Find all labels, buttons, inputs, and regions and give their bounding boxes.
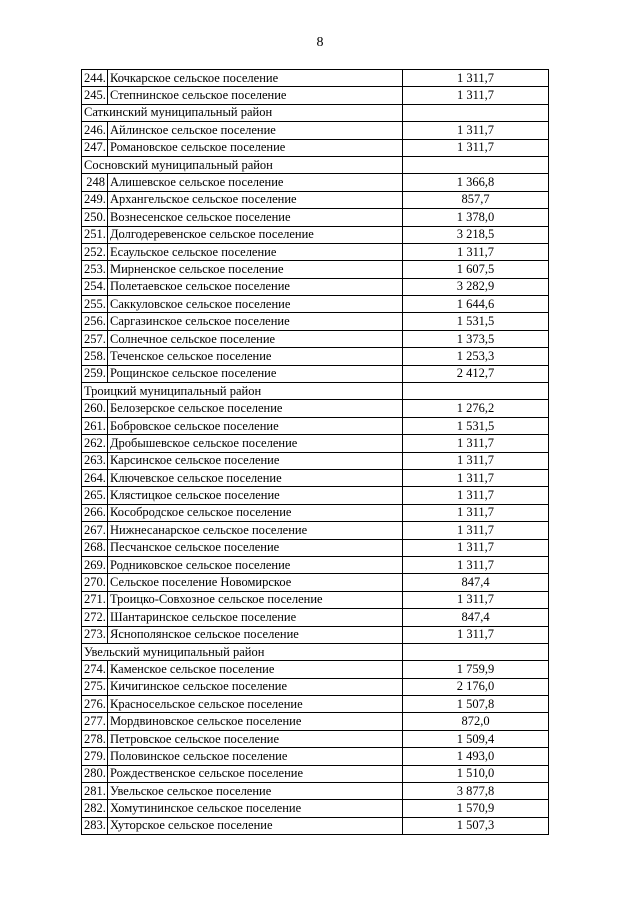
settlement-name: Кособродское сельское поселение xyxy=(108,504,403,521)
row-number: 272. xyxy=(82,609,108,626)
row-number: 265. xyxy=(82,487,108,504)
settlement-name: Половинское сельское поселение xyxy=(108,748,403,765)
row-number: 252. xyxy=(82,243,108,260)
settlement-value: 1 311,7 xyxy=(403,522,549,539)
settlement-value: 2 412,7 xyxy=(403,365,549,382)
district-name: Саткинский муниципальный район xyxy=(82,104,403,121)
row-number: 253. xyxy=(82,261,108,278)
settlement-value: 1 493,0 xyxy=(403,748,549,765)
district-value-cell xyxy=(403,156,549,173)
settlement-value: 3 282,9 xyxy=(403,278,549,295)
settlement-name: Ключевское сельское поселение xyxy=(108,469,403,486)
row-number: 244. xyxy=(82,70,108,87)
district-header-row xyxy=(82,643,549,660)
settlement-value: 1 311,7 xyxy=(403,139,549,156)
table-row xyxy=(82,243,549,260)
settlement-value: 1 644,6 xyxy=(403,296,549,313)
table-row xyxy=(82,574,549,591)
settlement-name: Шантаринское сельское поселение xyxy=(108,609,403,626)
table-row xyxy=(82,226,549,243)
settlements-table-body xyxy=(82,70,549,835)
settlement-name: Айлинское сельское поселение xyxy=(108,122,403,139)
page-number: 8 xyxy=(316,35,324,50)
settlement-name: Увельское сельское поселение xyxy=(108,783,403,800)
settlement-name: Песчанское сельское поселение xyxy=(108,539,403,556)
settlement-value: 1 253,3 xyxy=(403,348,549,365)
row-number: 279. xyxy=(82,748,108,765)
table-row xyxy=(82,348,549,365)
row-number: 277. xyxy=(82,713,108,730)
table-row xyxy=(82,487,549,504)
settlement-value: 1 607,5 xyxy=(403,261,549,278)
settlement-value: 1 531,5 xyxy=(403,313,549,330)
settlement-value: 1 311,7 xyxy=(403,70,549,87)
row-number: 281. xyxy=(82,783,108,800)
row-number: 266. xyxy=(82,504,108,521)
row-number: 248 xyxy=(82,174,108,191)
row-number: 262. xyxy=(82,435,108,452)
row-number: 283. xyxy=(82,817,108,834)
row-number: 260. xyxy=(82,400,108,417)
table-row xyxy=(82,278,549,295)
table-row xyxy=(82,800,549,817)
table-row xyxy=(82,191,549,208)
settlement-name: Саргазинское сельское поселение xyxy=(108,313,403,330)
settlement-value: 847,4 xyxy=(403,574,549,591)
table-row xyxy=(82,296,549,313)
settlement-value: 3 877,8 xyxy=(403,783,549,800)
settlement-name: Красносельское сельское поселение xyxy=(108,696,403,713)
table-row xyxy=(82,330,549,347)
row-number: 264. xyxy=(82,469,108,486)
settlement-value: 1 276,2 xyxy=(403,400,549,417)
table-row xyxy=(82,748,549,765)
table-row xyxy=(82,365,549,382)
settlement-value: 1 311,7 xyxy=(403,591,549,608)
settlement-name: Нижнесанарское сельское поселение xyxy=(108,522,403,539)
settlement-name: Хуторское сельское поселение xyxy=(108,817,403,834)
row-number: 267. xyxy=(82,522,108,539)
settlement-value: 1 507,3 xyxy=(403,817,549,834)
row-number: 259. xyxy=(82,365,108,382)
table-row xyxy=(82,678,549,695)
district-header-row xyxy=(82,156,549,173)
settlement-name: Хомутининское сельское поселение xyxy=(108,800,403,817)
row-number: 270. xyxy=(82,574,108,591)
table-row xyxy=(82,435,549,452)
settlement-name: Родниковское сельское поселение xyxy=(108,556,403,573)
settlement-name: Алишевское сельское поселение xyxy=(108,174,403,191)
settlement-value: 857,7 xyxy=(403,191,549,208)
district-header-row xyxy=(82,383,549,400)
settlement-name: Бобровское сельское поселение xyxy=(108,417,403,434)
table-row xyxy=(82,626,549,643)
table-row xyxy=(82,87,549,104)
settlement-value: 1 509,4 xyxy=(403,730,549,747)
row-number: 250. xyxy=(82,209,108,226)
district-value-cell xyxy=(403,383,549,400)
settlement-value: 1 531,5 xyxy=(403,417,549,434)
settlement-value: 872,0 xyxy=(403,713,549,730)
table-row xyxy=(82,817,549,834)
settlement-name: Дробышевское сельское поселение xyxy=(108,435,403,452)
settlement-name: Кичигинское сельское поселение xyxy=(108,678,403,695)
row-number: 251. xyxy=(82,226,108,243)
row-number: 276. xyxy=(82,696,108,713)
row-number: 256. xyxy=(82,313,108,330)
row-number: 263. xyxy=(82,452,108,469)
row-number: 257. xyxy=(82,330,108,347)
table-row xyxy=(82,730,549,747)
settlement-value: 1 366,8 xyxy=(403,174,549,191)
settlement-value: 1 311,7 xyxy=(403,243,549,260)
settlement-name: Яснополянское сельское поселение xyxy=(108,626,403,643)
settlement-name: Вознесенское сельское поселение xyxy=(108,209,403,226)
settlement-name: Романовское сельское поселение xyxy=(108,139,403,156)
settlement-name: Степнинское сельское поселение xyxy=(108,87,403,104)
table-row xyxy=(82,591,549,608)
row-number: 268. xyxy=(82,539,108,556)
settlement-value: 1 311,7 xyxy=(403,504,549,521)
settlements-table xyxy=(81,69,549,835)
table-row xyxy=(82,609,549,626)
table-row xyxy=(82,765,549,782)
table-row xyxy=(82,539,549,556)
row-number: 271. xyxy=(82,591,108,608)
row-number: 249. xyxy=(82,191,108,208)
settlement-name: Каменское сельское поселение xyxy=(108,661,403,678)
settlement-value: 1 759,9 xyxy=(403,661,549,678)
row-number: 258. xyxy=(82,348,108,365)
settlement-value: 1 510,0 xyxy=(403,765,549,782)
table-row xyxy=(82,661,549,678)
settlement-value: 2 176,0 xyxy=(403,678,549,695)
settlement-value: 1 507,8 xyxy=(403,696,549,713)
settlement-name: Архангельское сельское поселение xyxy=(108,191,403,208)
table-row xyxy=(82,696,549,713)
table-row xyxy=(82,174,549,191)
settlement-name: Рождественское сельское поселение xyxy=(108,765,403,782)
settlement-value: 1 311,7 xyxy=(403,626,549,643)
district-name: Сосновский муниципальный район xyxy=(82,156,403,173)
table-row xyxy=(82,452,549,469)
settlement-value: 1 373,5 xyxy=(403,330,549,347)
settlement-value: 1 311,7 xyxy=(403,487,549,504)
settlement-value: 1 570,9 xyxy=(403,800,549,817)
settlement-name: Белозерское сельское поселение xyxy=(108,400,403,417)
settlement-value: 1 311,7 xyxy=(403,122,549,139)
row-number: 274. xyxy=(82,661,108,678)
table-row xyxy=(82,313,549,330)
settlement-value: 1 311,7 xyxy=(403,469,549,486)
row-number: 246. xyxy=(82,122,108,139)
settlement-name: Рощинское сельское поселение xyxy=(108,365,403,382)
district-value-cell xyxy=(403,104,549,121)
settlement-name: Карсинское сельское поселение xyxy=(108,452,403,469)
settlement-value: 1 311,7 xyxy=(403,452,549,469)
row-number: 280. xyxy=(82,765,108,782)
table-row xyxy=(82,783,549,800)
row-number: 261. xyxy=(82,417,108,434)
district-name: Увельский муниципальный район xyxy=(82,643,403,660)
table-row xyxy=(82,122,549,139)
row-number: 245. xyxy=(82,87,108,104)
row-number: 269. xyxy=(82,556,108,573)
settlement-name: Петровское сельское поселение xyxy=(108,730,403,747)
settlement-name: Есаульское сельское поселение xyxy=(108,243,403,260)
settlement-name: Троицко-Совхозное сельское поселение xyxy=(108,591,403,608)
row-number: 254. xyxy=(82,278,108,295)
settlement-name: Саккуловское сельское поселение xyxy=(108,296,403,313)
settlement-value: 1 378,0 xyxy=(403,209,549,226)
settlement-name: Солнечное сельское поселение xyxy=(108,330,403,347)
table-row xyxy=(82,417,549,434)
row-number: 255. xyxy=(82,296,108,313)
row-number: 247. xyxy=(82,139,108,156)
settlement-name: Сельское поселение Новомирское xyxy=(108,574,403,591)
settlement-name: Долгодеревенское сельское поселение xyxy=(108,226,403,243)
table-row xyxy=(82,469,549,486)
settlement-name: Теченское сельское поселение xyxy=(108,348,403,365)
row-number: 282. xyxy=(82,800,108,817)
row-number: 273. xyxy=(82,626,108,643)
district-header-row xyxy=(82,104,549,121)
settlement-name: Клястицкое сельское поселение xyxy=(108,487,403,504)
settlement-value: 1 311,7 xyxy=(403,87,549,104)
row-number: 278. xyxy=(82,730,108,747)
settlement-value: 3 218,5 xyxy=(403,226,549,243)
table-row xyxy=(82,522,549,539)
settlement-name: Мирненское сельское поселение xyxy=(108,261,403,278)
district-value-cell xyxy=(403,643,549,660)
settlement-name: Полетаевское сельское поселение xyxy=(108,278,403,295)
table-row xyxy=(82,139,549,156)
district-name: Троицкий муниципальный район xyxy=(82,383,403,400)
table-row xyxy=(82,70,549,87)
table-row xyxy=(82,556,549,573)
table-row xyxy=(82,261,549,278)
table-row xyxy=(82,504,549,521)
settlement-value: 1 311,7 xyxy=(403,539,549,556)
settlement-name: Кочкарское сельское поселение xyxy=(108,70,403,87)
table-row xyxy=(82,713,549,730)
settlement-value: 1 311,7 xyxy=(403,435,549,452)
settlement-value: 1 311,7 xyxy=(403,556,549,573)
row-number: 275. xyxy=(82,678,108,695)
table-row xyxy=(82,209,549,226)
settlement-value: 847,4 xyxy=(403,609,549,626)
table-row xyxy=(82,400,549,417)
settlement-name: Мордвиновское сельское поселение xyxy=(108,713,403,730)
